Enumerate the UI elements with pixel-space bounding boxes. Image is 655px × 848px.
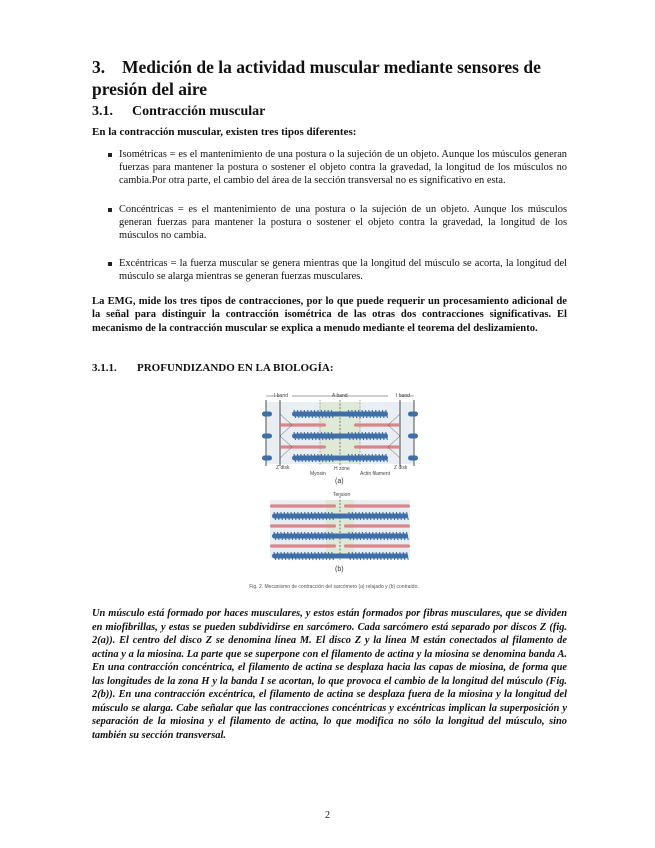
bullet-icon (108, 208, 112, 212)
z-disk-right-label: Z disk (394, 465, 408, 471)
h-zone-label: H zone (334, 466, 350, 472)
bullet-icon (108, 153, 112, 157)
actin-filament (270, 524, 336, 527)
actin-label: Actin filament (360, 471, 391, 477)
z-disk-left-label: Z disk (276, 465, 290, 471)
i-band-right-label: I band (396, 393, 410, 399)
actin-filament (354, 445, 400, 448)
subsubsection-title: PROFUNDIZANDO EN LA BIOLOGÍA: (137, 362, 334, 374)
actin-filament (280, 445, 326, 448)
actin-filament (344, 524, 410, 527)
figure-b-label: (b) (335, 566, 344, 573)
i-band-left-label: I band (274, 393, 288, 399)
subsection-number: 3.1. (92, 104, 113, 119)
myosin-filament (262, 434, 272, 439)
tension-label: Tension (333, 492, 351, 498)
subsection-heading (92, 104, 265, 120)
emg-paragraph: La EMG, mide los tres tipos de contracciones, por lo que puede requerir un procesamiento adicional de la señal para distinguir la contracción isométrica de las otras dos contracciones significativas. El mecanismo de la contracción muscular se explica a menudo mediante el teorema del deslizamiento. (92, 296, 567, 334)
myosin-label: Myosin (310, 471, 326, 477)
intro-text: En la contracción muscular, existen tres tipos diferentes: (92, 126, 357, 138)
list-item (92, 203, 567, 243)
list-item (92, 257, 567, 283)
list-item-text: Excéntricas = la fuerza muscular se genera mientras que la longitud del músculo se acorta, la longitud del músculo se alarga mientras se generan fuerzas musculares. (119, 258, 567, 283)
actin-filament (270, 544, 336, 547)
list-item-text: Concéntricas = es el mantenimiento de una postura o la sujeción de un objeto. Aunque los músculos generan fuerzas para mantener la postura o sostener el objeto contra la gravedad, la longitud de los músculos no cambia. (119, 203, 567, 242)
bullet-icon (108, 262, 112, 266)
myosin-filament (408, 412, 418, 417)
myosin-filament (408, 434, 418, 439)
page-number: 2 (325, 810, 330, 821)
list-item (92, 148, 567, 188)
subsubsection-heading (92, 362, 334, 374)
section-number: 3. (92, 57, 106, 77)
subsection-title: Contracción muscular (132, 104, 266, 119)
contraction-types-list (92, 148, 567, 299)
subsubsection-number: 3.1.1. (92, 362, 117, 374)
actin-filament (270, 504, 336, 507)
list-item-text: Isométricas = es el mantenimiento de una postura o la sujeción de un objeto. Aunque los músculos generan fuerzas para mantener la postura o sostener el objeto contra la gravedad, la longitud de los músculos no cambia.Por otra parte, el cambio del área de la sección transversal no es significativo en esta. (119, 149, 567, 187)
myosin-filament (408, 456, 418, 461)
myosin-filament (262, 412, 272, 417)
sarcomere-figure (262, 392, 422, 592)
actin-filament (344, 504, 410, 507)
actin-filament (280, 423, 326, 426)
section-heading (92, 56, 572, 100)
body-paragraph: Un músculo está formado por haces musculares, y estos están formados por fibras musculares, que se dividen en miofibrillas, y estas se pueden subdividirse en sarcómero. Cada sarcómero está separado por discos Z (fig. 2(a)). El centro del disco Z se denomina línea M. El disco Z y la línea M están conectados al filamento de actina y a la miosina. La parte que se superpone con el filamento de actina y la miosina se denomina banda A. En una contracción concéntrica, el filamento de actina se desplaza hacia las capas de miosina, de forma que las longitudes de la zona H y la banda I se acortan, lo que provoca el cambio de la longitud del músculo (Fig. 2(b)). En una contracción excéntrica, el filamento de actina se desplaza fuera de la miosina y la longitud del músculo se alarga. Cabe señalar que las contracciones concéntricas y excéntricas implican la superposición y separación de la miosina y el filamento de actina, lo que modifica no sólo la longitud del músculo, sino también su sección transversal. (92, 608, 567, 741)
figure-caption: Fig. 2. Mecanismo de contracción del sarcómero (a) relajado y (b) contraído. (249, 584, 419, 590)
myosin-filament (262, 456, 272, 461)
section-title: Medición de la actividad muscular mediante sensores de presión del aire (92, 57, 541, 99)
figure-a-label: (a) (335, 478, 344, 485)
actin-filament (354, 423, 400, 426)
a-band-label: A band (332, 393, 348, 399)
actin-filament (344, 544, 410, 547)
